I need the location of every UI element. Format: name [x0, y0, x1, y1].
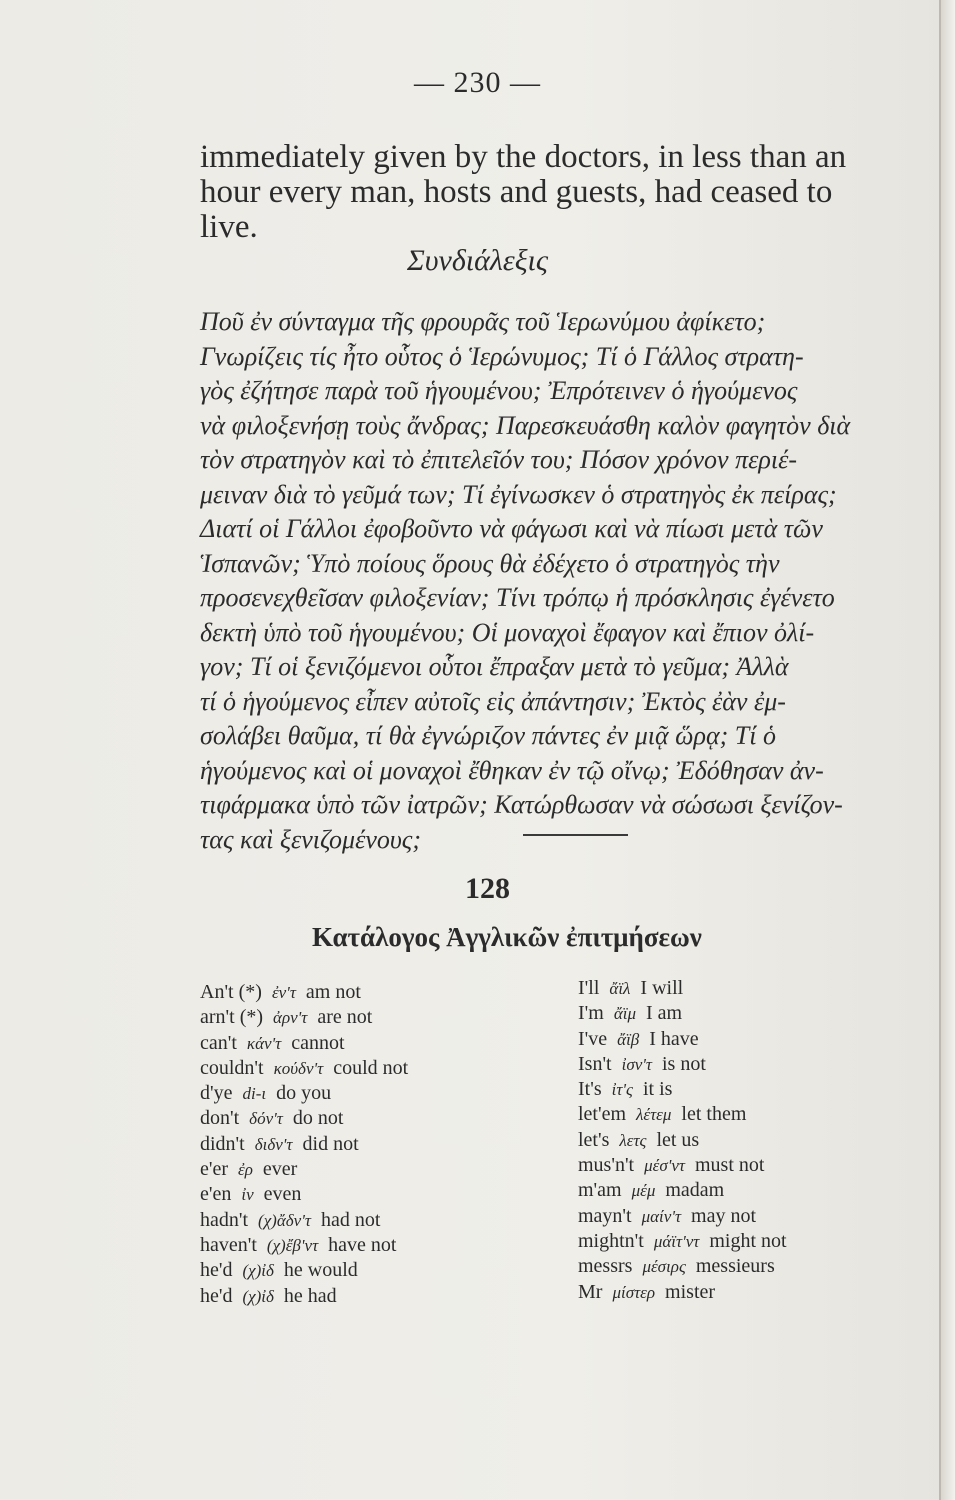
abbreviation-row — [578, 1052, 908, 1077]
meaning: let us — [656, 1128, 700, 1151]
abbreviation-row — [578, 1153, 908, 1178]
meaning: could not — [333, 1056, 409, 1079]
abbreviation: he'd — [200, 1284, 233, 1307]
greek-line: τὸν στρατηγὸν καὶ τὸ ἐπιτελεῖόν του; Πόσον χρόνον περιέ- — [200, 445, 797, 474]
abbreviation-row — [578, 976, 908, 1001]
pronunciation: μέμ — [631, 1181, 656, 1201]
abbreviation: I'll — [578, 977, 600, 999]
abbreviation-row — [578, 1178, 908, 1203]
pronunciation: ἀρν'τ — [273, 1008, 308, 1028]
abbreviation-row — [578, 1128, 908, 1153]
abbreviation-row — [578, 1001, 908, 1026]
greek-line: δεκτὴ ὑπὸ τοῦ ἡγουμένου; Οἱ μοναχοὶ ἔφαγον καὶ ἔπιον ὀλί- — [200, 617, 815, 647]
greek-line: γον; Τί οἱ ξενιζόμενοι οὗτοι ἔπραξαν μετὰ τὸ γεῦμα; Ἀλλὰ — [200, 652, 789, 681]
meaning: had not — [320, 1208, 381, 1231]
abbreviation: couldn't — [200, 1056, 264, 1079]
pronunciation: ἰν — [241, 1185, 254, 1205]
english-line: immediately given by the doctors, in less than an — [200, 139, 847, 175]
abbreviation: don't — [200, 1107, 240, 1130]
abbreviation-row — [200, 1233, 530, 1258]
abbreviation-list-right — [578, 976, 908, 1305]
meaning: I have — [649, 1027, 699, 1050]
pronunciation: ἄϊμ — [613, 1004, 637, 1024]
abbreviation: didn't — [200, 1132, 245, 1155]
meaning: must not — [695, 1154, 765, 1177]
greek-line: μειναν διὰ τὸ γεῦμά των; Τί ἐγίνωσκεν ὁ στρατηγὸς ἐκ πείρας; — [200, 479, 837, 509]
pronunciation: μέσ'ντ — [644, 1156, 685, 1176]
meaning: it is — [642, 1078, 673, 1101]
pronunciation: ἰσν'τ — [621, 1054, 652, 1074]
abbreviation-list-left — [200, 980, 530, 1309]
greek-line: τας καὶ ξενιζομένους; — [200, 824, 422, 854]
pronunciation: κούδν'τ — [273, 1058, 324, 1078]
page-number: — 230 — — [414, 66, 541, 99]
abbreviation-row — [578, 1254, 908, 1279]
abbreviation-row — [578, 1204, 908, 1229]
meaning: do you — [276, 1082, 332, 1105]
greek-line: Διατί οἱ Γάλλοι ἐφοβοῦντο νὰ φάγωσι καὶ νὰ πίωσι μετὰ τῶν — [200, 514, 823, 543]
meaning: mister — [665, 1280, 716, 1303]
abbreviation-row — [578, 1280, 908, 1305]
greek-paragraph — [200, 305, 950, 857]
pronunciation: λετς — [619, 1130, 647, 1150]
lesson-number: 128 — [465, 872, 510, 905]
abbreviation: mus'n't — [578, 1154, 635, 1177]
greek-line: τί ὁ ἡγούμενος εἶπεν αὐτοῖς εἰς ἀπάντησιν; Ἐκτὸς ἐὰν ἐμ- — [200, 686, 786, 716]
pronunciation: ἰτ'ς — [611, 1080, 633, 1100]
pronunciation: ἄϊβ — [617, 1029, 640, 1049]
meaning: are not — [317, 1006, 373, 1029]
abbreviation: let'em — [578, 1103, 627, 1126]
abbreviation: e'en — [200, 1183, 232, 1206]
abbreviation-row — [200, 1182, 530, 1207]
meaning: may not — [691, 1204, 757, 1227]
section-title: Συνδιάλεξις — [406, 244, 549, 277]
abbreviation-row — [578, 1077, 908, 1102]
english-paragraph — [200, 140, 940, 245]
abbreviation: messrs — [578, 1255, 633, 1278]
abbreviation: can't — [200, 1031, 237, 1054]
abbreviation: It's — [578, 1078, 602, 1101]
meaning: I will — [640, 977, 684, 999]
pronunciation: μέσιρς — [642, 1257, 686, 1277]
pronunciation: (χ)ἰδ — [242, 1261, 274, 1281]
abbreviation: An't (*) — [200, 981, 262, 1003]
pronunciation: μαίν'τ — [641, 1206, 682, 1226]
pronunciation: μίστερ — [612, 1282, 656, 1302]
abbreviation: he'd — [200, 1259, 233, 1282]
abbreviation: I've — [578, 1027, 608, 1050]
greek-line: Γνωρίζεις τίς ἦτο οὗτος ὁ Ἱερώνυμος; Τί ὁ Γάλλος στρατη- — [200, 341, 804, 371]
meaning: have not — [328, 1233, 397, 1256]
abbreviation-row — [200, 1005, 530, 1030]
greek-line: σολάβει θαῦμα, τί θὰ ἐγνώριζον πάντες ἐν μιᾷ ὥρᾳ; Τί ὁ — [200, 721, 776, 750]
meaning: he would — [283, 1259, 358, 1282]
meaning: madam — [665, 1179, 725, 1202]
english-line: live. — [200, 209, 258, 245]
abbreviations-title: Κατάλογος Ἀγγλικῶν ἐπιτμήσεων — [312, 922, 702, 952]
abbreviation: d'ye — [200, 1082, 233, 1105]
meaning: I am — [646, 1002, 683, 1025]
meaning: ever — [262, 1158, 298, 1181]
pronunciation: λέτεμ — [636, 1105, 672, 1125]
pronunciation: ἐρ — [238, 1160, 253, 1180]
abbreviation-row — [200, 1106, 530, 1131]
meaning: even — [263, 1183, 302, 1206]
abbreviation-row — [200, 1081, 530, 1106]
english-line: hour every man, hosts and guests, had ceased to — [200, 174, 833, 210]
abbreviation-row — [578, 1229, 908, 1254]
pronunciation: (χ)ἄδν'τ — [258, 1210, 311, 1230]
pronunciation: (χ)ἰδ — [242, 1286, 274, 1306]
pronunciation: διδν'τ — [254, 1134, 293, 1154]
abbreviation: mayn't — [578, 1204, 632, 1227]
abbreviation: m'am — [578, 1179, 622, 1202]
abbreviation: e'er — [200, 1158, 229, 1181]
abbreviation: Isn't — [578, 1052, 612, 1075]
abbreviation: let's — [578, 1128, 610, 1151]
divider-rule — [523, 834, 628, 836]
abbreviation-row — [200, 1258, 530, 1283]
abbreviation-row — [200, 1132, 530, 1157]
greek-line: Ποῦ ἐν σύνταγμα τῆς φρουρᾶς τοῦ Ἱερωνύμου ἀφίκετο; — [200, 307, 766, 336]
meaning: am not — [305, 981, 361, 1003]
abbreviation-row — [200, 1284, 530, 1309]
pronunciation: ἐν'τ — [271, 983, 296, 1002]
pronunciation: κάν'τ — [246, 1033, 282, 1053]
abbreviation: hadn't — [200, 1208, 249, 1231]
greek-line: προσενεχθεῖσαν φιλοξενίαν; Τίνι τρόπῳ ἡ πρόσκλησις ἐγένετο — [200, 583, 835, 612]
meaning: is not — [661, 1052, 706, 1075]
meaning: he had — [283, 1284, 337, 1307]
pronunciation: μάϊτ'ντ — [653, 1231, 700, 1251]
greek-line: γὸς ἐζήτησε παρὰ τοῦ ἡγουμένου; Ἐπρότεινεν ὁ ἡγούμενος — [200, 376, 798, 405]
greek-line: ἡγούμενος καὶ οἱ μοναχοὶ ἔθηκαν ἐν τῷ οἴνῳ; Ἐδόθησαν ἀν- — [200, 755, 824, 785]
meaning: cannot — [291, 1031, 345, 1054]
greek-line: τιφάρμακα ὑπὸ τῶν ἰατρῶν; Κατώρθωσαν νὰ σώσωσι ξενίζον- — [200, 790, 843, 819]
meaning: do not — [292, 1107, 344, 1130]
abbreviation-row — [200, 1056, 530, 1081]
abbreviation: I'm — [578, 1002, 604, 1025]
abbreviation-row — [200, 1157, 530, 1182]
meaning: did not — [302, 1132, 359, 1155]
meaning: messieurs — [695, 1255, 775, 1278]
abbreviation: arn't (*) — [200, 1006, 264, 1029]
abbreviation-row — [578, 1102, 908, 1127]
abbreviation-row — [200, 980, 530, 1005]
abbreviation-row — [200, 1031, 530, 1056]
pronunciation: di-ι — [242, 1084, 267, 1104]
pronunciation: δόν'τ — [249, 1109, 283, 1129]
abbreviation-row — [200, 1208, 530, 1233]
abbreviation: haven't — [200, 1233, 257, 1256]
greek-line: νὰ φιλοξενήσῃ τοὺς ἄνδρας; Παρεσκευάσθη καλὸν φαγητὸν διὰ — [200, 410, 851, 440]
abbreviation: mightn't — [578, 1229, 644, 1252]
abbreviation: Mr — [578, 1280, 603, 1303]
meaning: let them — [681, 1103, 747, 1126]
greek-line: Ἱσπανῶν; Ὑπὸ ποίους ὅρους θὰ ἐδέχετο ὁ στρατηγὸς τὴν — [200, 548, 780, 578]
abbreviation-row — [578, 1027, 908, 1052]
pronunciation: (χ)ἔβ'ντ — [266, 1235, 319, 1255]
pronunciation: ἄϊλ — [609, 979, 631, 998]
meaning: might not — [709, 1229, 787, 1252]
